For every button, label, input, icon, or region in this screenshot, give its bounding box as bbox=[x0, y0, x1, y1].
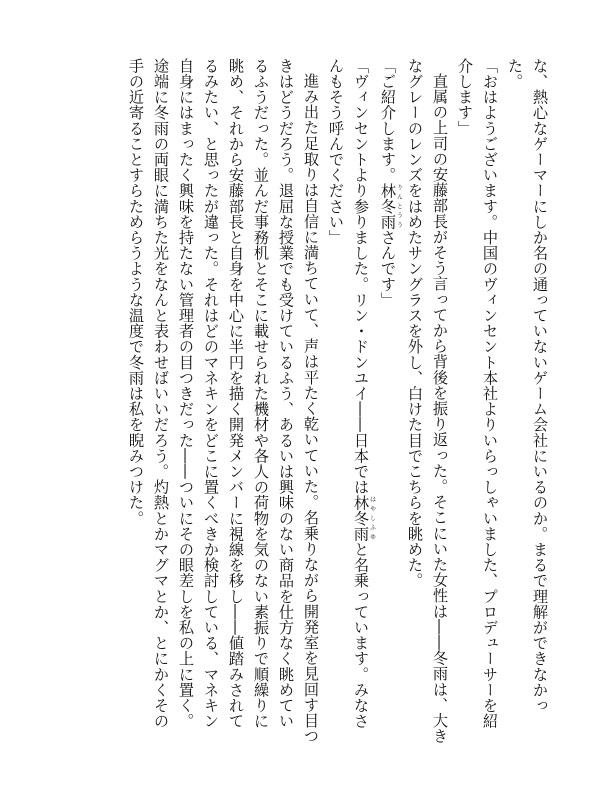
ruby-base: 林冬雨 bbox=[379, 182, 397, 230]
text-run: 「ヴィンセントより参りました。リン・ドンユイ――日本では bbox=[352, 58, 370, 495]
ruby-name bbox=[379, 182, 403, 230]
text-run: さんです」 bbox=[379, 229, 397, 308]
paragraph-p2 bbox=[452, 58, 502, 744]
text-run: 「ご紹介します。 bbox=[379, 58, 397, 183]
text-run: と名乗っています。みなさんもそう呼んでください」 bbox=[327, 58, 370, 729]
ruby-name bbox=[352, 494, 376, 542]
vertical-text-body bbox=[52, 58, 552, 744]
ruby-reading: はやしふゆ bbox=[368, 494, 376, 542]
ruby-base: 林冬雨 bbox=[352, 494, 370, 542]
text-run: 直属の上司の安藤部長がそう言ってから背後を振り返った。そこにいた女性は――冬雨は、大きなグレーのレンズをはめたサングラスを外し、白けた目でこちらを眺めた。 bbox=[406, 58, 449, 744]
text-run: 「おはようございます。中国のヴィンセント本社よりいらっしゃいました、プロデューサーを紹介します」 bbox=[456, 58, 499, 729]
ruby-reading: りんとうう bbox=[395, 182, 403, 230]
paragraph-p4 bbox=[375, 58, 402, 744]
paragraph-p1 bbox=[502, 58, 552, 744]
paragraph-p5 bbox=[323, 58, 375, 744]
paragraph-p3 bbox=[402, 58, 452, 744]
text-run: 進み出た足取りは自信に満ちていて、声は平たく乾いていた。名乗りながら開発室を見回す目つきはどうだろう。退屈な授業でも受けているふう、あるいは興味のない商品を仕方なく眺めているふうだった。並んだ事務机とそこに載せられた機材や各人の荷物を気のない素振りで順繰りに眺め、それから安藤部長と自身を中心に半円を描く開発メンバーに視線を移し――値踏みされてるみたい、と思ったが違った。それはどのマネキンをどこに置くべきか検討している、マネキン自身にはまったく興味を持たない管理者の目つきだった――ついにその眼差しを私の上に置く。途端に冬雨の両眼に満ちた光をなんと表わせばいいだろう。灼熱とかマグマとか、とにかくその手の近寄ることすらためらうような温度で冬雨は私を睨みつけた。 bbox=[127, 58, 320, 744]
paragraph-p6 bbox=[123, 58, 323, 744]
text-run: な、熱心なゲーマーにしか名の通っていないゲーム会社にいるのか。まるで理解ができなかった。 bbox=[506, 58, 549, 714]
